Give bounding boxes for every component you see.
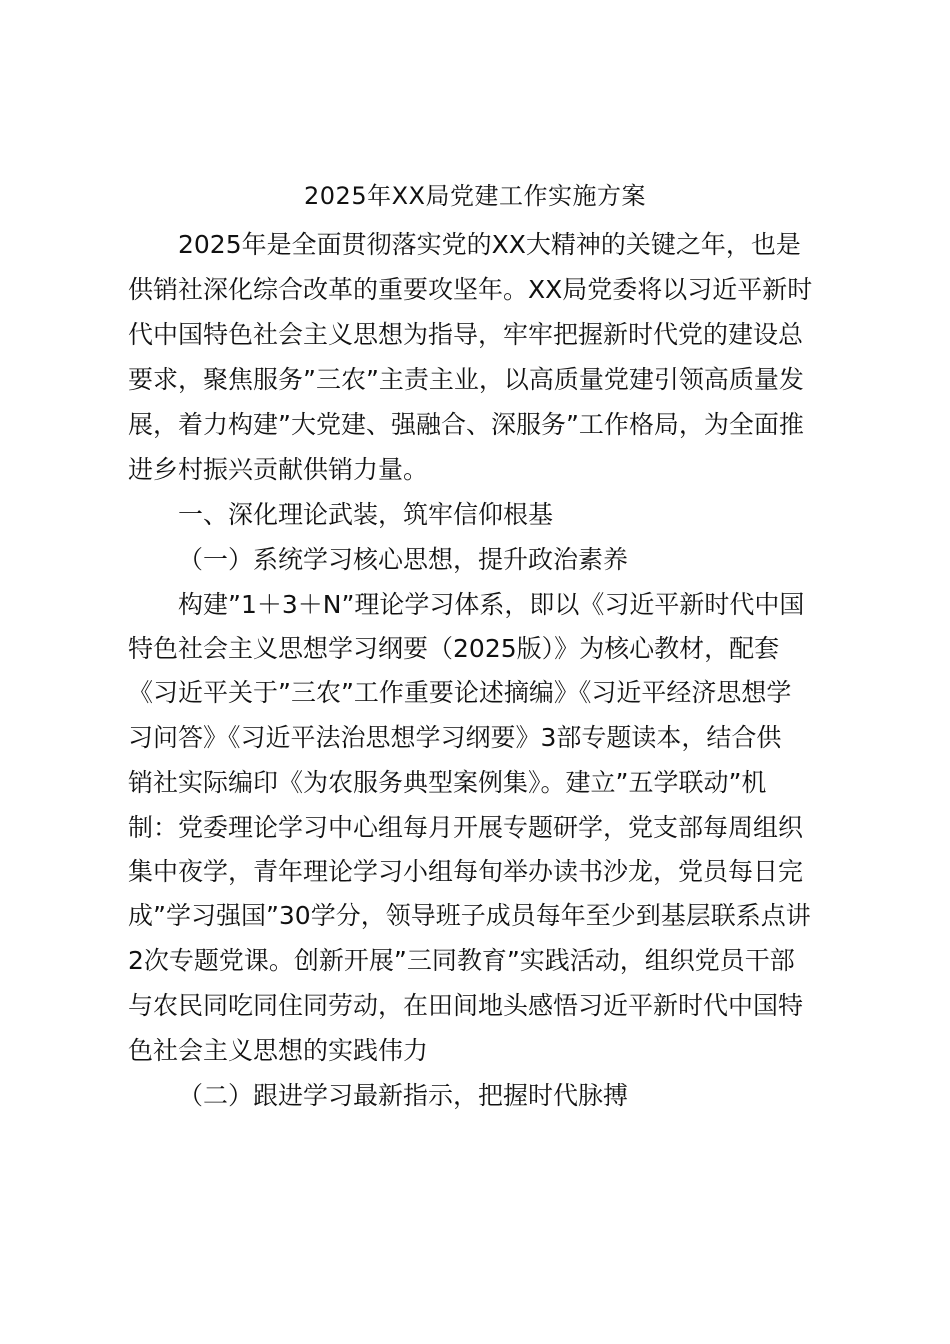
paragraph-line: 销社实际编印《为农服务典型案例集》。建立”五学联动”机 [128,768,767,797]
paragraph-line: 进乡村振兴贡献供销力量。 [128,455,429,484]
paragraph-line: 与农民同吃同住同劳动，在田间地头感悟习近平新时代中国特 [128,991,804,1020]
paragraph-line: 《习近平关于”三农”工作重要论述摘编》《习近平经济思想学 [128,678,792,707]
paragraph-line: 2025年是全面贯彻落实党的XX大精神的关键之年，也是 [178,230,801,259]
paragraph-line: 成”学习强国”30学分，领导班子成员每年至少到基层联系点讲 [128,901,811,930]
subsection-heading: （二）跟进学习最新指示，把握时代脉搏 [178,1081,629,1110]
paragraph-line: 构建”1＋3＋N”理论学习体系，即以《习近平新时代中国 [178,590,805,619]
paragraph-line: 习问答》《习近平法治思想学习纲要》3部专题读本，结合供 [128,723,782,752]
paragraph-line: 制：党委理论学习中心组每月开展专题研学，党支部每周组织 [128,813,804,842]
subsection-heading: （一）系统学习核心思想，提升政治素养 [178,545,629,574]
paragraph-line: 2次专题党课。创新开展”三同教育”实践活动，组织党员干部 [128,946,795,975]
section-heading: 一、深化理论武装，筑牢信仰根基 [178,500,554,529]
paragraph-line: 色社会主义思想的实践伟力 [128,1036,429,1065]
paragraph-line: 集中夜学，青年理论学习小组每旬举办读书沙龙，党员每日完 [128,857,804,886]
paragraph-line: 代中国特色社会主义思想为指导，牢牢把握新时代党的建设总 [128,320,804,349]
paragraph-line: 特色社会主义思想学习纲要（2025版）》为核心教材，配套 [128,634,780,663]
paragraph-line: 要求，聚焦服务”三农”主责主业，以高质量党建引领高质量发 [128,365,804,394]
document-title: 2025年XX局党建工作实施方案 [304,182,646,210]
paragraph-line: 供销社深化综合改革的重要攻坚年。XX局党委将以习近平新时 [128,275,813,304]
paragraph-line: 展，着力构建”大党建、强融合、深服务”工作格局，为全面推 [128,410,804,439]
